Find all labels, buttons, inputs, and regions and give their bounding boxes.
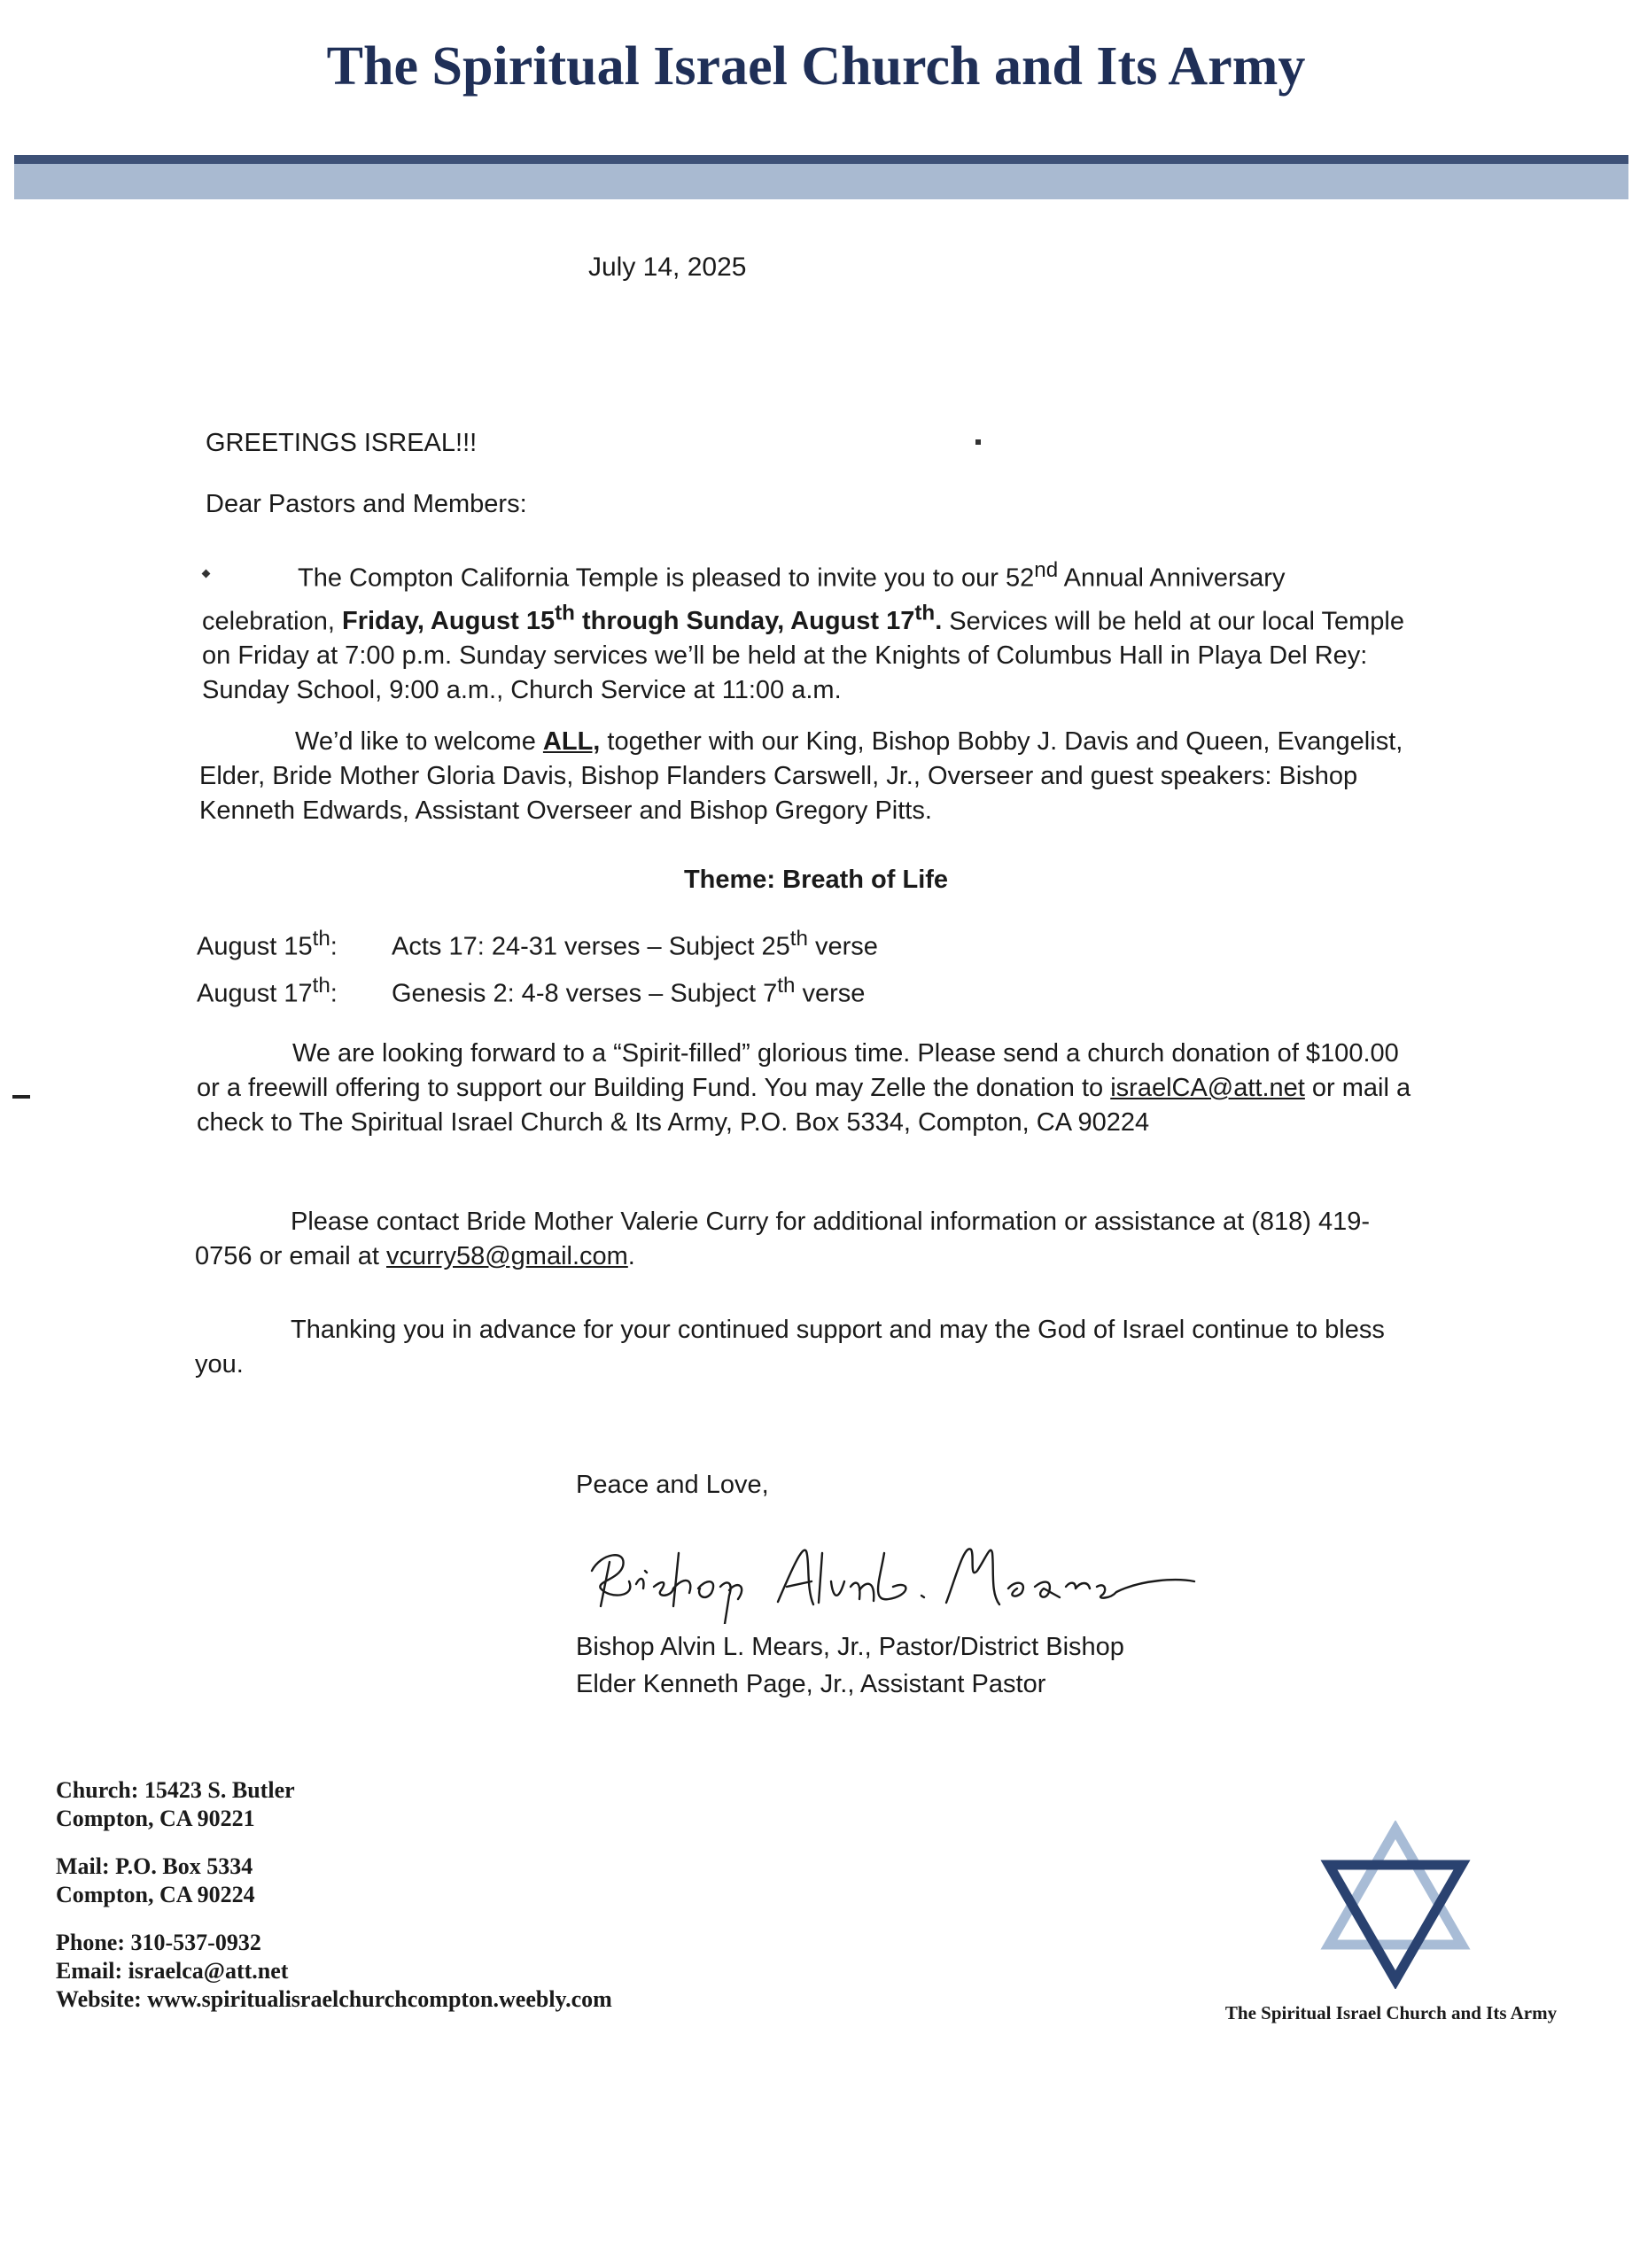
donation-email-link[interactable]: israelCA@att.net [1110,1074,1305,1102]
star-of-david-icon [1320,1821,1471,1993]
theme-heading: Theme: Breath of Life [683,866,949,894]
contact-footer [56,1776,612,2014]
phone-line: Phone: 310-537-0932 [56,1930,261,1955]
handwritten-signature [574,1518,1212,1628]
logo-caption: The Spiritual Israel Church and Its Army [1224,2002,1558,2023]
logo-graphic [1320,1821,1471,1989]
salutation: Dear Pastors and Members: [206,490,527,518]
schedule-scripture: Acts 17: 24-31 verses – Subject 25th verse [392,927,878,961]
schedule-date: August 17th: [197,973,338,1008]
paragraph-contact: Please contact Bride Mother Valerie Curry for additional information or assistance at (818) 419-0756 or email at vcurry58@gmail.com. [195,1208,1371,1270]
scan-speck [975,439,981,445]
paragraph-thanks: Thanking you in advance for your continued support and may the God of Israel continue to bless you. [195,1316,1385,1379]
signer-line: Bishop Alvin L. Mears, Jr., Pastor/District Bishop [576,1633,1124,1661]
letterhead-title: The Spiritual Israel Church and Its Army [326,36,1306,97]
website-line[interactable]: Website: www.spiritualisraelchurchcompton.weebly.com [56,1986,612,2012]
letterhead-rule-dark [14,155,1628,164]
paragraph-welcome: We’d like to welcome ALL, together with our King, Bishop Bobby J. Davis and Queen, Evangelist, Elder, Bride Mother Gloria Davis, Bishop Flanders Carswell, Jr., Overseer and guest speakers: Bishop Kenneth Edwards, Assistant Overseer and Bishop Gregory Pitts. [199,727,1403,825]
letter-date: July 14, 2025 [588,252,747,282]
mail-address-city: Compton, CA 90224 [56,1882,255,1907]
schedule-row [197,967,878,1014]
scan-mark [12,1095,30,1099]
paragraph-donation: We are looking forward to a “Spirit-filled” glorious time. Please send a church donation of $100.00 or a freewill offering to support our Building Fund. You may Zelle the donation to israelCA@att.net or mail a check to The Spiritual Israel Church & Its Army, P.O. Box 5334, Compton, CA 90224 [197,1039,1411,1137]
greeting: GREETINGS ISREAL!!! [206,429,478,457]
signer-line: Elder Kenneth Page, Jr., Assistant Pastor [576,1670,1046,1698]
church-address-city: Compton, CA 90221 [56,1806,255,1831]
schedule-date: August 15th: [197,927,338,961]
email-line[interactable]: Email: israelca@att.net [56,1958,289,1984]
schedule-list [197,920,878,1013]
paragraph-invitation: The Compton California Temple is pleased to invite you to our 52nd Annual Anniversary celebration, Friday, August 15th through Sunday, August 17th. Services will be held at our local Temple on Friday at 7:00 p.m. Sunday services we’ll be held at the Knights of Columbus Hall in Playa Del Rey: Sunday School, 9:00 a.m., Church Service at 11:00 a.m. [202,558,1404,705]
mail-address-line: Mail: P.O. Box 5334 [56,1853,253,1879]
signature-drawing [574,1518,1212,1624]
contact-email-link[interactable]: vcurry58@gmail.com [386,1242,628,1270]
schedule-scripture: Genesis 2: 4-8 verses – Subject 7th verse [392,973,866,1008]
letterhead-rule-light [14,164,1628,199]
closing: Peace and Love, [576,1471,769,1499]
church-address-line: Church: 15423 S. Butler [56,1777,295,1803]
schedule-row [197,920,878,967]
signer-block [576,1628,1124,1703]
